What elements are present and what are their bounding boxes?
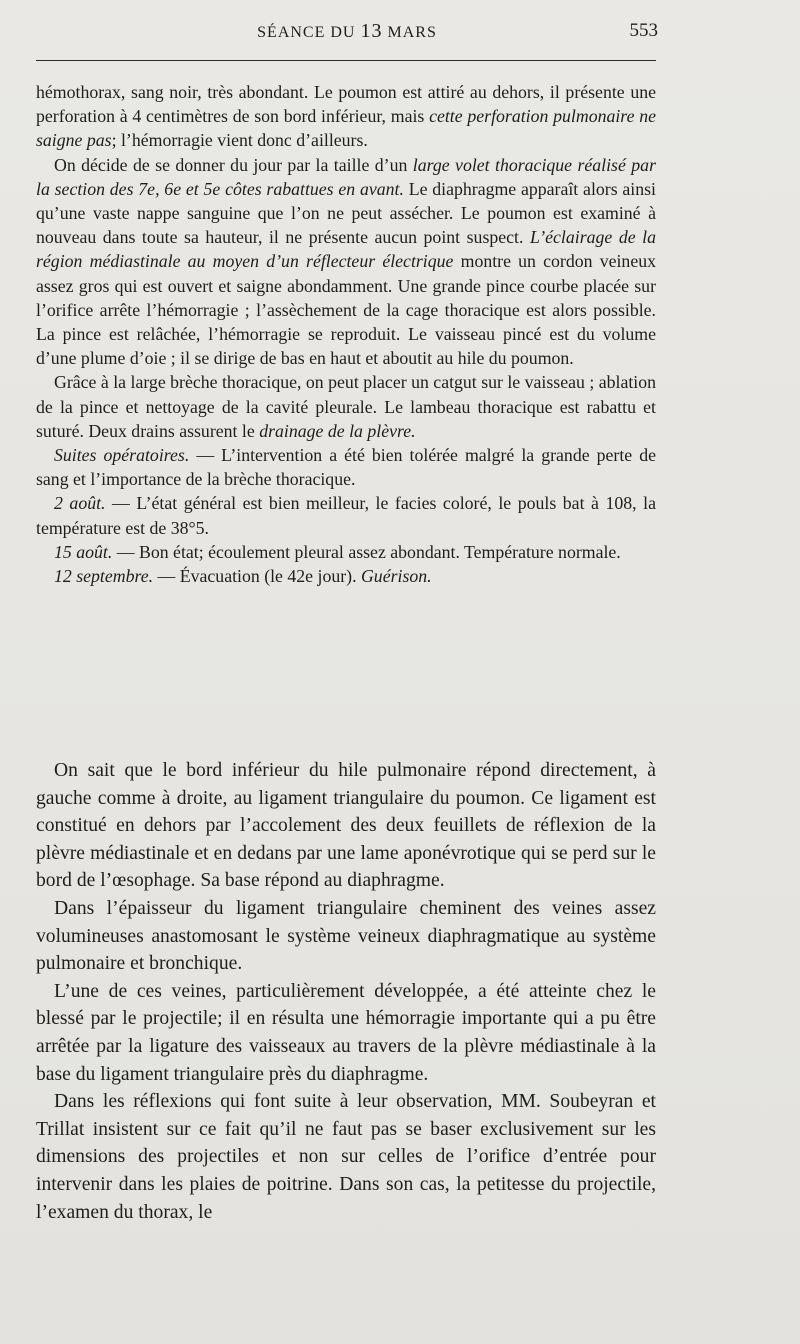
case-paragraph-1: hémothorax, sang noir, très abondant. Le poumon est attiré au dehors, il présente une perforation à 4 centimètres de son bord inférieur, mais cette perforation pulmonaire ne saigne pas; l’hémorragie vient donc d’ailleurs. (36, 82, 656, 151)
case-paragraph-3: Grâce à la large brèche thoracique, on peut placer un catgut sur le vaisseau ; ablation de la pince et nettoyage de la cavité pleurale. Le lambeau thoracique est rabattu et suturé. Deux drains assurent le drainage de la plèvre. (36, 372, 656, 441)
title-day: 13 (360, 20, 383, 42)
header-rule (36, 60, 656, 61)
case-report (36, 80, 656, 588)
case-paragraph-6: 15 août. — Bon état; écoulement pleural assez abondant. Température normale. (54, 541, 621, 562)
case-paragraph-2: On décide de se donner du jour par la taille d’un large volet thoracique réalisé par la section des 7e, 6e et 5e côtes rabattues en avant. Le diaphragme apparaît alors ainsi qu’une vaste nappe sanguine que l’on ne peut assécher. Le poumon est examiné à nouveau dans toute sa hauteur, il ne présente aucun point suspect. L’éclairage de la région médiastinale au moyen d’un réflecteur électrique montre un cordon veineux assez gros qui est ouvert et saigne abondamment. Une grande pince courbe placée sur l’orifice arrête l’hémorragie ; l’assèchement de la cage thoracique est alors possible. La pince est relâchée, l’hémorragie se reproduit. Le vaisseau pincé est du volume d’une plume d’oie ; il se dirige de bas en haut et aboutit au hile du poumon. (36, 154, 656, 369)
running-head (36, 18, 658, 46)
case-paragraph-7: 12 septembre. — Évacuation (le 42e jour). Guérison. (54, 566, 432, 587)
commentary-paragraph-4: Dans les réflexions qui font suite à leur observation, MM. Soubeyran et Trillat insistent sur ce fait qu’il ne faut pas se baser exclusivement sur les dimensions des projectiles et non sur celles de l’orifice d’entrée pour intervenir dans les plaies de poitrine. Dans son cas, la petitesse du projectile, l’examen du thorax, le (36, 1091, 656, 1223)
page-number: 553 (629, 20, 658, 41)
case-paragraph-4: Suites opératoires. — L’intervention a été bien tolérée malgré la grande perte de sang et l’importance de la brèche thoracique. (36, 445, 656, 490)
running-title (36, 20, 658, 43)
commentary (36, 757, 656, 1226)
commentary-paragraph-2: Dans l’épaisseur du ligament triangulaire cheminent des veines assez volumineuses anastomosant le système veineux diaphragmatique au système pulmonaire et bronchique. (36, 897, 656, 975)
commentary-paragraph-1: On sait que le bord inférieur du hile pulmonaire répond directement, à gauche comme à droite, au ligament triangulaire du poumon. Ce ligament est constitué en dehors par l’accolement des deux feuillets de réflexion de la plèvre médiastinale et en dedans par une lame aponévrotique qui se perd sur le bord de l’œsophage. Sa base répond au diaphragme. (36, 760, 656, 892)
title-prefix: SÉANCE DU (257, 24, 356, 41)
title-month: MARS (387, 24, 437, 41)
case-paragraph-5: 2 août. — L’état général est bien meilleur, le facies coloré, le pouls bat à 108, la température est de 38°5. (36, 493, 656, 538)
commentary-paragraph-3: L’une de ces veines, particulièrement développée, a été atteinte chez le blessé par le projectile; il en résulta une hémorragie importante qui a pu être arrêtée par la ligature des vaisseaux au travers de la plèvre médiastinale à la base du ligament triangulaire près du diaphragme. (36, 980, 656, 1085)
